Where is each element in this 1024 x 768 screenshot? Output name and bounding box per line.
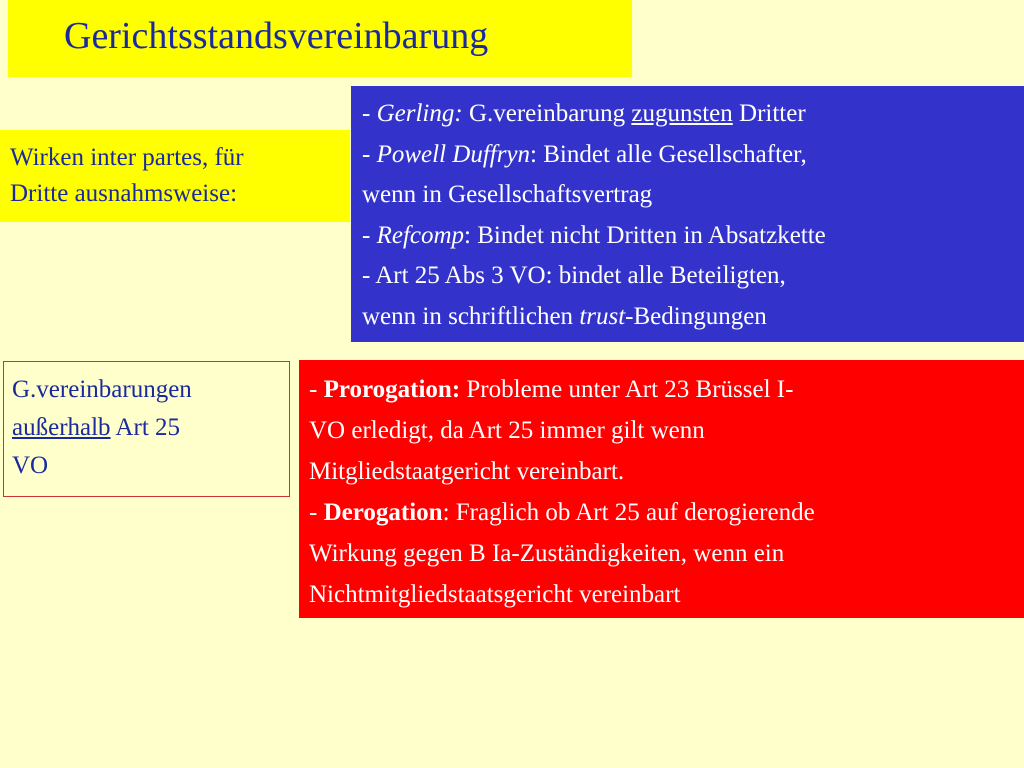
art25-text: wenn in schriftlichen [362, 302, 580, 330]
underlined-zugunsten: zugunsten [631, 100, 733, 127]
outside-text: Art 25 [110, 414, 181, 441]
powell-line-2: wenn in Gesellschaftsvertrag [362, 181, 653, 208]
case-name-refcomp: Refcomp [376, 221, 465, 249]
outside-line-3: VO [12, 452, 49, 479]
prorogation-line-1 [309, 369, 1024, 410]
red-box [299, 360, 1024, 618]
prorogation-line-2: VO erledigt, da Art 25 immer gilt wenn [309, 417, 705, 444]
wirken-line-1: Wirken inter partes, für [10, 144, 244, 171]
case-name-gerling: Gerling: [376, 100, 463, 127]
outside-box [3, 361, 290, 497]
derogation-text: : Fraglich ob Art 25 auf derogierende [442, 499, 815, 526]
refcomp-text: : Bindet nicht Dritten in Absatzkette [464, 221, 826, 249]
bullet-dash: - [362, 100, 377, 127]
bullet-dash: - [309, 499, 324, 526]
derogation-line-1 [309, 492, 1024, 533]
wirken-line-2: Dritte ausnahmsweise: [10, 180, 238, 207]
gerling-text: G.vereinbarung [462, 100, 632, 127]
outside-line-1: G.vereinbarungen [12, 376, 192, 403]
cases-box [351, 86, 1024, 342]
art25-line-2 [362, 297, 1024, 338]
gerling-text-end: Dritter [732, 100, 806, 127]
underlined-ausserhalb: außerhalb [12, 414, 111, 441]
italic-trust: trust [579, 302, 626, 330]
title-box [8, 0, 632, 77]
prorogation-text: Probleme unter Art 23 Brüssel I- [460, 376, 794, 403]
bullet-dash: - [309, 376, 324, 403]
slide-title: Gerichtsstandsvereinbarung [64, 15, 489, 57]
refcomp-line [362, 216, 1024, 257]
outside-line-2 [12, 409, 289, 447]
derogation-line-2: Wirkung gegen B Ia-Zuständigkeiten, wenn ein [309, 540, 785, 567]
wirken-box [0, 130, 350, 222]
art25-line-1: - Art 25 Abs 3 VO: bindet alle Beteiligten, [362, 262, 786, 289]
powell-line [362, 135, 1024, 176]
prorogation-line-3: Mitgliedstaatgericht vereinbart. [309, 458, 625, 485]
bullet-dash: - [362, 140, 377, 168]
bold-derogation: Derogation [323, 499, 443, 526]
bullet-dash: - [362, 221, 377, 249]
gerling-line [362, 94, 1024, 135]
powell-text: : Bindet alle Gesellschafter, [530, 140, 807, 168]
derogation-line-3: Nichtmitgliedstaatsgericht vereinbart [309, 581, 681, 608]
bold-prorogation: Prorogation: [323, 376, 461, 403]
art25-text-end: -Bedingungen [625, 302, 767, 330]
case-name-powell: Powell Duffryn [376, 140, 531, 168]
